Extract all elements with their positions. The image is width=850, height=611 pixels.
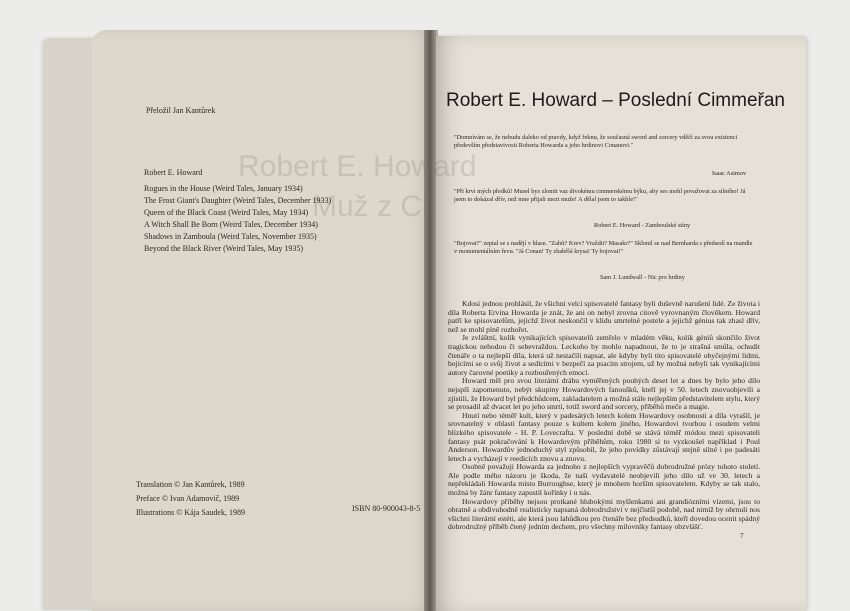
paragraph: Hnutí nebo téměř kult, který v padesátých letech kolem Howardovy osobnosti a díla vyrašil, je srovnatelný v oblasti fantasy pouze s kultem kolem jiného, Howardovi tvorbou i osudem velmi blízkého spisovatele - H. P. Lovecrafta. V poslední době se stává téměř módou mezi spisovateli fantasy psát pokračování k Howardovým příběhům, roku 1980 si to vyzkoušel například i Poul Anderson. Howardův jednoduchý styl způsobil, že jeho povídky zůstávají stejně silné i po padesáti letech a vycházejí v reedicích znovu a znovu.	[448, 410, 760, 463]
quote-text: "Při krvi mých předků! Musel bys zlomit vaz divokému cimmerskému býku, aby ses mohl považovat za silného! Já jsem to dokázal dřív, než mne přijali mezi muže! A dělal jsem to takhle!"	[454, 188, 746, 203]
show-through-author: Robert E. Howard	[238, 150, 477, 183]
paragraph: Osobně považuji Howarda za jednoho z nejlepších vypravěčů dobrodružné prózy tohoto století. Ale podle mého názoru je škoda, že naši vydavatelé neobjevili jeho dílo už ve 30. letech a nepřekládali Howarda místo Burroughse, který je mnohem horším spisovatelem. Kdyby se tak stalo, možná by žánr fantasy zapustil kořínky i u nás.	[448, 462, 760, 498]
work-item: Queen of the Black Coast (Weird Tales, May 1934)	[144, 208, 309, 217]
quote-attribution: Isaac Asimov	[712, 170, 747, 177]
translation-copyright: Translation © Jan Kantůrek, 1989	[136, 480, 245, 489]
paragraph: Kdosi jednou prohlásil, že všichni velcí spisovatelé fantasy byli duševně narušení lidé. Ze života i díla Roberta Ervina Howarda je znát, že ani on nebyl zrovna citově vyrovnaným člověkem. Howard patří ke spisovatelům, jejichž život neskončil v klidu smrtelné postele a jejichž génius tak zhasl dřív, než se mohl plně rozhořet.	[448, 299, 760, 334]
chapter-title: Robert E. Howard – Poslední Cimmeřan	[446, 90, 785, 111]
original-works-list	[144, 183, 331, 255]
quote-attribution: Robert E. Howard - Zamboulské stíny	[594, 222, 691, 229]
illustrations-copyright: Illustrations © Kája Saudek, 1989	[136, 508, 245, 517]
quote-attribution: Sam J. Lundwall - Nic pro hrdiny	[600, 274, 685, 281]
epigraph-quote	[454, 134, 754, 149]
isbn: ISBN 80-900043-8-5	[352, 504, 421, 513]
epigraph-quote	[454, 240, 754, 255]
page-number: 7	[740, 532, 744, 540]
copyright-block	[136, 478, 245, 520]
show-through-title: Muž z Ci	[312, 190, 429, 223]
paragraph: Je zvláštní, kolik vynikajících spisovatelů zemřelo v mladém věku, kolik géniů skončilo život tragickou nehodou či sebevraždou. Leckoho by mohlo napadnout, že to je strašná smůla, ochudit čtenáře o ta nejlepší díla, která už nestačili napsat, ale kdyby byli tito spisovatelé obyčejnými lidmi, bojícími se o svůj život a sedícími v bezpečí za psacím strojem, už by možná nebyli tak vynikajícími autory čarovné poetiky a rozbouřených emocí.	[448, 333, 760, 377]
body-text	[448, 300, 760, 532]
translator-credit: Přeložil Jan Kantůrek	[146, 106, 216, 115]
book-gutter	[424, 30, 436, 611]
quote-text: "Bojovat?" zeptal se s nadějí v hlase. "Zabít? Krev? Vraždit? Masakr?" Sklonil se nad Bernharda s předsedí na mandle v monumentálním řevu. "Já Conan! Ty zbabělá krysa! Ty bojovat!"	[454, 240, 753, 255]
epigraph-quote	[454, 188, 754, 203]
preface-copyright: Preface © Ivan Adamovič, 1989	[136, 494, 240, 503]
paragraph: Howardovy příběhy nejsou protkané hlubokými myšlenkami ani grandiózními vizemi, jsou to obratně a obdivuhodně realisticky napsaná dobrodružství v nejčistší podobě, nad nimiž by ohrnuli nos všichni literární estéti, ale která jsou lahůdkou pro čtenáře bez předsudků, kteří dovedou ocenit spádný dobrodružný příběh čtený jedním dechem, pro všechny milovníky fantasy obzvlášť.	[448, 496, 760, 532]
work-item: Shadows in Zamboula (Weird Tales, November 1935)	[144, 232, 317, 241]
work-item: The Frost Giant's Daughter (Weird Tales, December 1933)	[144, 196, 332, 205]
work-item: Beyond the Black River (Weird Tales, May 1935)	[144, 244, 304, 253]
work-item: Rogues in the House (Weird Tales, January 1934)	[144, 184, 303, 193]
quote-text: "Domnívám se, že nebudu daleko od pravdy, když řeknu, že současná sword and sorcery vděčí za svou existenci především představivosti Roberta Howarda a jeho hrdinovi Conanovi."	[454, 134, 738, 149]
paragraph: Howard měl pro svou literární dráhu vyměřených pouhých deset let a dnes by bylo jeho dílo nejspíš zapomenuto, nebýt skupiny Howardových fanoušků, kteří jej v 50. letech znovuobjevili a zjistili, že Howard byl předchůdcem, zakladatelem a možná stále nejlepším představitelem stylu, který se prosadil až dvacet let po jeho smrti, totiž sword and sorcery, příběhů meče a magie.	[448, 376, 760, 412]
left-page	[92, 30, 438, 611]
author-name: Robert E. Howard	[144, 168, 203, 177]
work-item: A Witch Shall Be Born (Weird Tales, December 1934)	[144, 220, 318, 229]
